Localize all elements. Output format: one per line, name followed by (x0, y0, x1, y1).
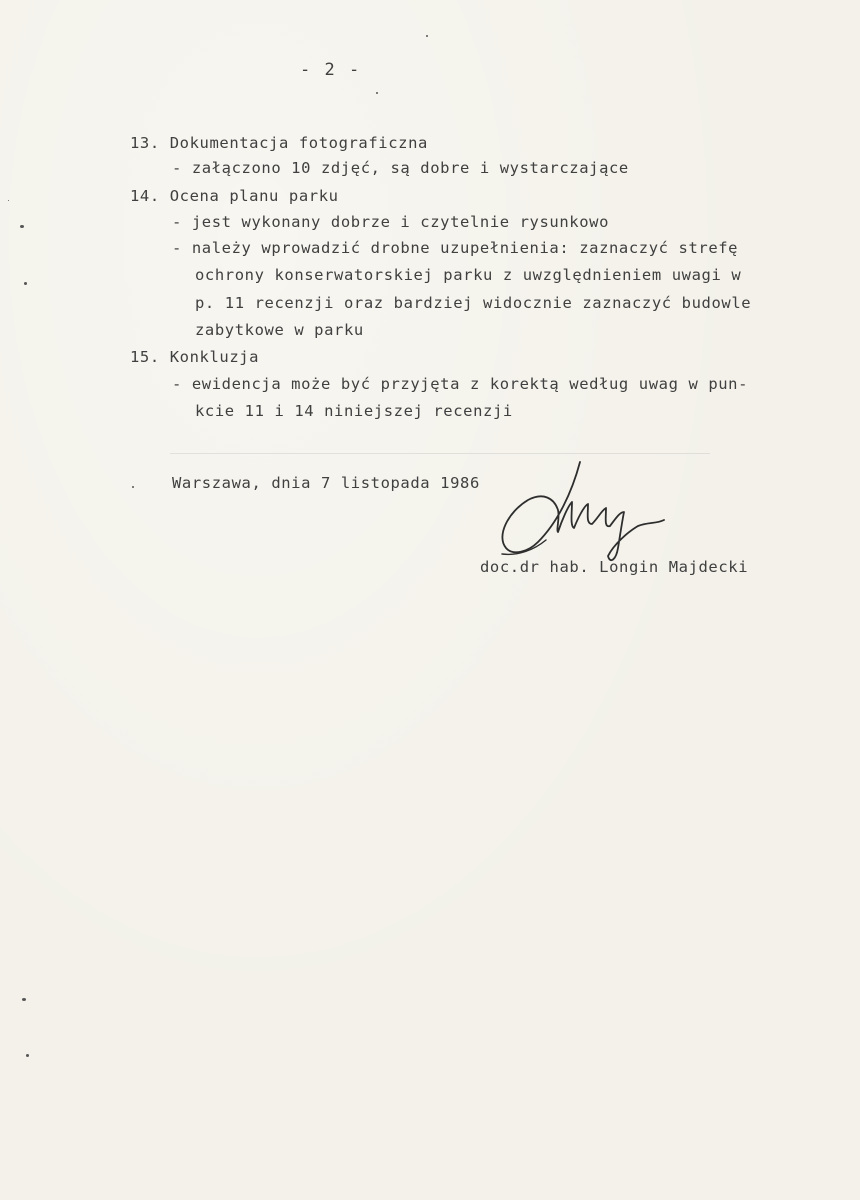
place-date: Warszawa, dnia 7 listopada 1986 (172, 474, 480, 492)
section-14-line-5: zabytkowe w parku (195, 321, 364, 339)
signatory-name: doc.dr hab. Longin Majdecki (480, 558, 749, 576)
section-14-line-2: - należy wprowadzić drobne uzupełnienia: zaznaczyć strefę (172, 239, 739, 257)
section-14-heading: 14. Ocena planu parku (130, 187, 339, 205)
section-14-line-1: - jest wykonany dobrze i czytelnie rysunkowo (172, 213, 609, 231)
section-15-heading: 15. Konkluzja (130, 348, 260, 366)
section-14-line-3: ochrony konserwatorskiej parku z uwzględnieniem uwagi w (195, 266, 742, 284)
section-15-line-1: - ewidencja może być przyjęta z korektą według uwag w pun- (172, 375, 749, 393)
section-15-line-2: kcie 11 i 14 niniejszej recenzji (195, 402, 513, 420)
section-14-line-4: p. 11 recenzji oraz bardziej widocznie zaznaczyć budowle (195, 294, 752, 312)
section-13-line-1: - załączono 10 zdjęć, są dobre i wystarczające (172, 159, 629, 177)
page-number: - 2 - (300, 60, 362, 80)
section-13-heading: 13. Dokumentacja fotograficzna (130, 134, 428, 152)
